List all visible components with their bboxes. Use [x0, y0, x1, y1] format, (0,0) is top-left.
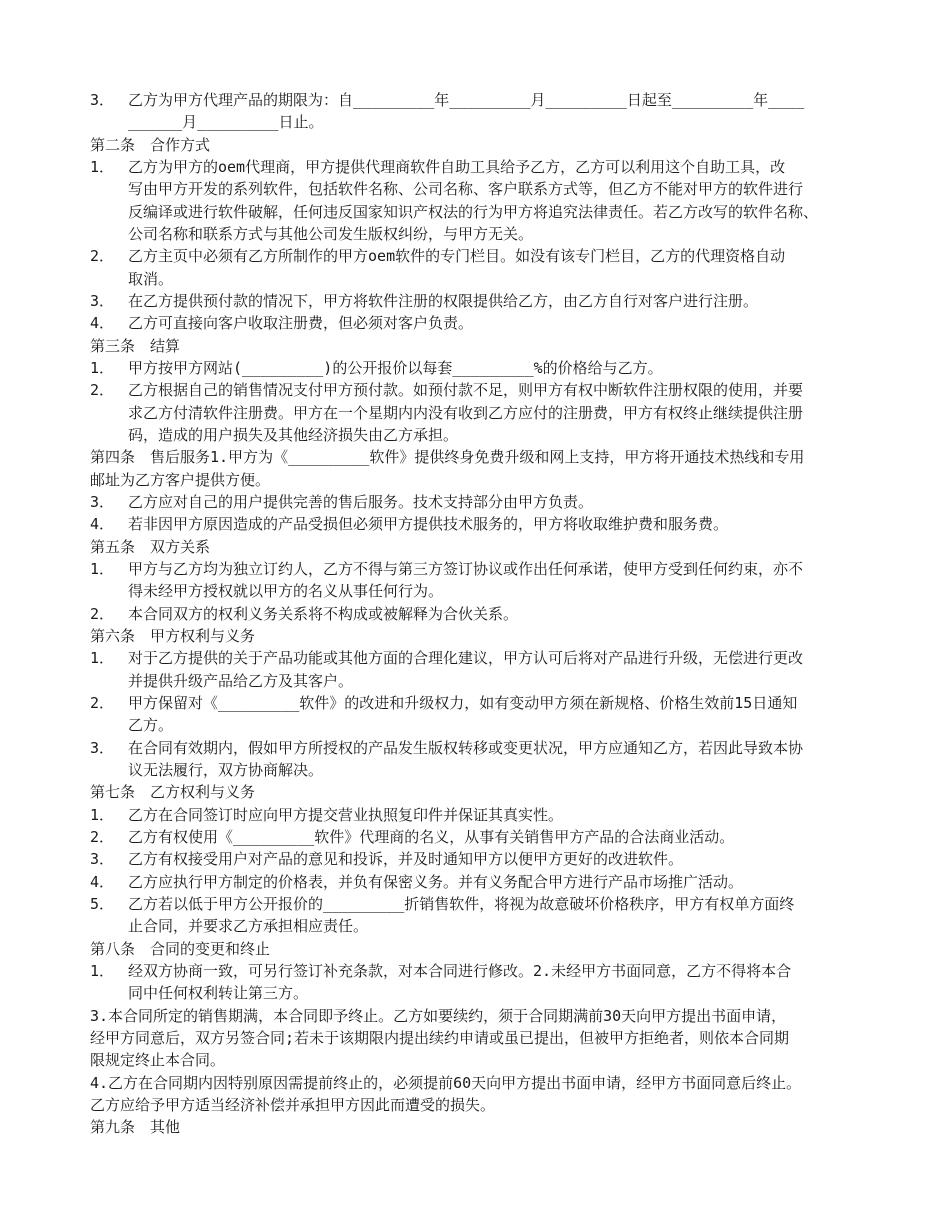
- section-heading: 3.本合同所定的销售期满，本合同即予终止。乙方如要续约，须于合同期满前30天向甲方提出书面申请，: [90, 1006, 787, 1025]
- clause-text: 乙方主页中必须有乙方所制作的甲方oem软件的专门栏目。如没有该专门栏目，乙方的代理资格自动: [128, 247, 786, 266]
- clause-text: 乙方若以低于甲方公开报价的_________折销售软件，将视为故意破坏价格秩序，甲方有权单方面终: [128, 894, 795, 913]
- clause-text: 若非因甲方原因造成的产品受损但必须甲方提供技术服务的，甲方将收取维护费和服务费。: [128, 515, 729, 534]
- clause-text: ______月_________日止。: [128, 113, 324, 132]
- clause-text: 在乙方提供预付款的情况下，甲方将软件注册的权限提供给乙方，由乙方自行对客户进行注册。: [128, 291, 759, 310]
- clause-number: 3．: [90, 291, 115, 310]
- clause-number: 3．: [90, 738, 115, 757]
- clause-number: 2．: [90, 381, 115, 400]
- clause-text: 码，造成的用户损失及其他经济损失由乙方承担。: [128, 425, 459, 444]
- clause-text: 乙方为甲方代理产品的期限为：自_________年_________月_________日起至_________年____: [128, 91, 805, 109]
- clause-number: 2．: [90, 827, 115, 846]
- section-heading: 限规定终止本合同。: [90, 1051, 226, 1070]
- clause-text: 取消。: [128, 269, 174, 288]
- section-heading: 第三条 结算: [90, 336, 181, 355]
- clause-text: 止合同，并要求乙方承担相应责任。: [128, 917, 369, 936]
- clause-number: 1．: [90, 559, 115, 578]
- clause-number: 1．: [90, 961, 115, 980]
- section-heading: 第九条 其他: [90, 1118, 181, 1137]
- clause-number: 5．: [90, 894, 115, 913]
- clause-number: 3．: [90, 91, 115, 109]
- section-heading: 第二条 合作方式: [90, 135, 211, 154]
- clause-text: 乙方应对自己的用户提供完善的售后服务。技术支持部分由甲方负责。: [128, 492, 594, 511]
- clause-text: 公司名称和联系方式与其他公司发生版权纠纷，与甲方无关。: [128, 224, 534, 243]
- clause-text: 得未经甲方授权就以甲方的名义从事任何行为。: [128, 582, 444, 601]
- section-heading: 第四条 售后服务1.甲方为《_________软件》提供终身免费升级和网上支持，甲方将开通技术热线和专用: [90, 448, 805, 467]
- clause-text: 求乙方付清软件注册费。甲方在一个星期内内没有收到乙方应付的注册费，甲方有权终止继续提供注册: [128, 403, 804, 422]
- clause-text: 对于乙方提供的关于产品功能或其他方面的合理化建议，甲方认可后将对产品进行升级，无偿进行更改: [128, 649, 804, 668]
- clause-text: 乙方。: [128, 716, 174, 735]
- clause-text: 同中任何权利转让第三方。: [128, 984, 309, 1003]
- clause-text: 甲方按甲方网站(_________)的公开报价以每套_________%的价格给与乙方。: [128, 358, 663, 377]
- clause-number: 2．: [90, 693, 115, 712]
- clause-text: 反编译或进行软件破解，任何违反国家知识产权法的行为甲方将追究法律责任。若乙方改写的软件名称、: [128, 202, 819, 221]
- clause-number: 4．: [90, 515, 115, 534]
- clause-number: 3．: [90, 850, 115, 869]
- section-heading: 第五条 双方关系: [90, 537, 211, 556]
- clause-text: 甲方保留对《_________软件》的改进和升级权力，如有变动甲方须在新规格、价格生效前15日通知: [128, 693, 798, 712]
- clause-text: 乙方有权接受用户对产品的意见和投诉，并及时通知甲方以便甲方更好的改进软件。: [128, 850, 684, 869]
- section-heading: 第六条 甲方权利与义务: [90, 626, 256, 645]
- clause-text: 乙方根据自己的销售情况支付甲方预付款。如预付款不足，则甲方有权中断软件注册权限的使用，并要: [128, 381, 804, 400]
- clause-text: 乙方可直接向客户收取注册费，但必须对客户负责。: [128, 314, 474, 333]
- section-heading: 邮址为乙方客户提供方便。: [90, 470, 271, 489]
- clause-number: 1．: [90, 358, 115, 377]
- clause-text: 乙方在合同签订时应向甲方提交营业执照复印件并保证其真实性。: [128, 805, 564, 824]
- clause-text: 甲方与乙方均为独立订约人，乙方不得与第三方签订协议或作出任何承诺，使甲方受到任何约束，亦不: [128, 559, 804, 578]
- clause-text: 乙方应执行甲方制定的价格表，并负有保密义务。并有义务配合甲方进行产品市场推广活动。: [128, 872, 744, 891]
- section-heading: 第七条 乙方权利与义务: [90, 783, 256, 802]
- clause-text: 本合同双方的权利义务关系将不构成或被解释为合伙关系。: [128, 604, 519, 623]
- clause-text: 乙方为甲方的oem代理商，甲方提供代理商软件自助工具给予乙方，乙方可以利用这个自助工具，改: [128, 157, 786, 176]
- section-heading: 第八条 合同的变更和终止: [90, 939, 271, 958]
- clause-number: 2．: [90, 247, 115, 266]
- clause-number: 3．: [90, 492, 115, 511]
- clause-number: 1．: [90, 805, 115, 824]
- clause-text: 议无法履行，双方协商解决。: [128, 760, 324, 779]
- clause-text: 并提供升级产品给乙方及其客户。: [128, 671, 354, 690]
- clause-text: 经双方协商一致，可另行签订补充条款，对本合同进行修改。2.未经甲方书面同意，乙方不得将本合: [128, 961, 792, 980]
- clause-text: 写由甲方开发的系列软件，包括软件名称、公司名称、客户联系方式等，但乙方不能对甲方的软件进行: [128, 180, 804, 199]
- clause-text: 在合同有效期内，假如甲方所授权的产品发生版权转移或变更状况，甲方应通知乙方，若因此导致本协: [128, 738, 804, 757]
- clause-number: 4．: [90, 872, 115, 891]
- clause-number: 1．: [90, 157, 115, 176]
- clause-number: 1．: [90, 649, 115, 668]
- section-heading: 乙方应给予甲方适当经济补偿并承担甲方因此而遭受的损失。: [90, 1095, 496, 1114]
- section-heading: 经甲方同意后，双方另签合同;若未于该期限内提出续约申请或虽已提出，但被甲方拒绝者，则依本合同期: [90, 1028, 790, 1047]
- clause-number: 2．: [90, 604, 115, 623]
- section-heading: 4.乙方在合同期内因特别原因需提前终止的，必须提前60天向甲方提出书面申请，经甲方书面同意后终止。: [90, 1073, 802, 1092]
- clause-text: 乙方有权使用《_________软件》代理商的名义，从事有关销售甲方产品的合法商业活动。: [128, 827, 735, 846]
- clause-number: 4．: [90, 314, 115, 333]
